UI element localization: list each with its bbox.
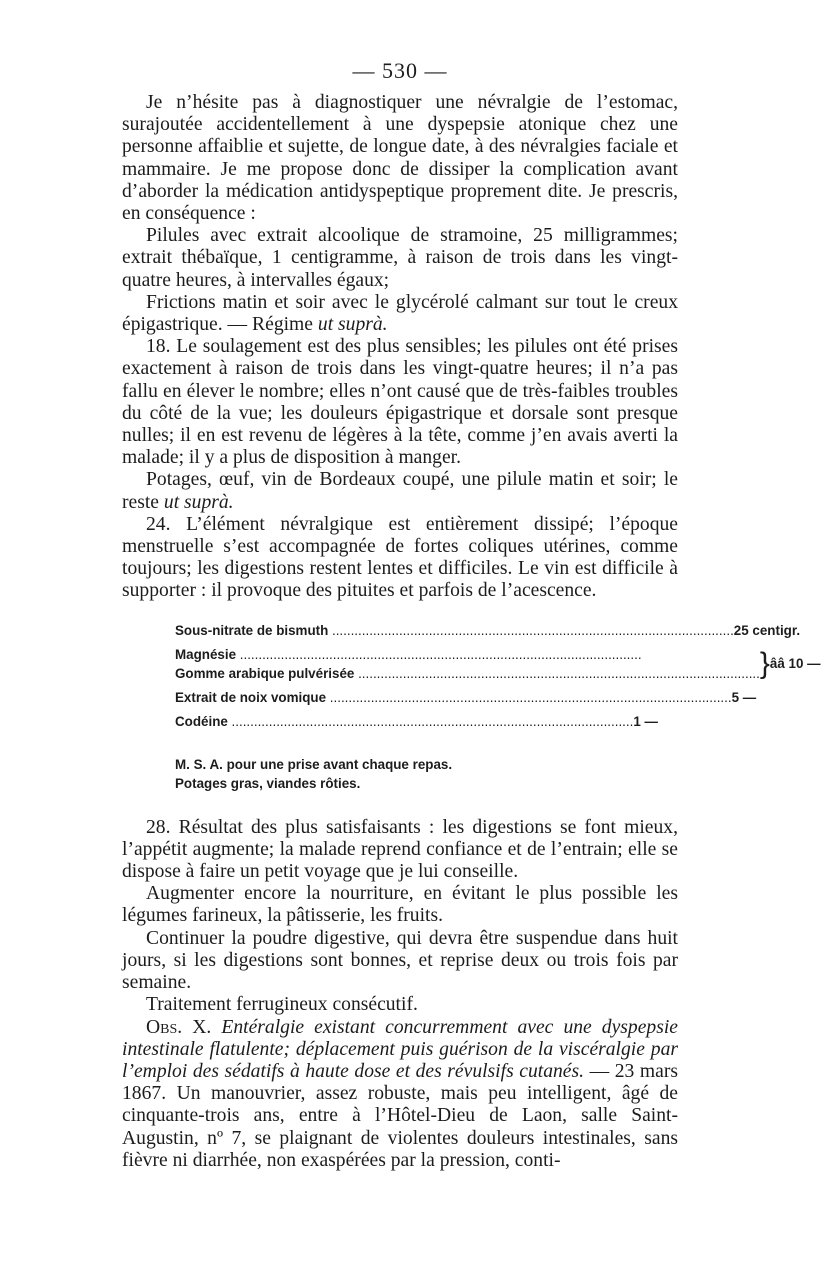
potages-text: Potages, œuf, vin de Bordeaux coupé, une pilule matin et soir; le reste [122,469,678,513]
prescription-line [175,688,757,707]
ingredient-name: Codéine ..... [175,712,633,731]
body-text-bottom [122,817,678,1172]
paragraph-pills: Pilules avec extrait alcoolique de stramoine, 25 milligrammes; extrait thébaïque, 1 centigramme, à raison de trois dans les vingt-quatre heures, à intervalles égaux; [122,225,678,291]
ingredient-quantity: 5 — [731,689,757,705]
paragraph-observation [122,1017,678,1172]
ut-supra-italic: ut suprà. [317,314,388,336]
ingredient-name: Gomme arabique pulvérisée ..... [175,664,760,683]
ingredient-quantity: 1 — [633,713,658,729]
prescription-line [175,621,801,640]
paragraph-day-28: 28. Résultat des plus satisfaisants : les digestions se font mieux, l’appétit augmente; la malade reprend confiance et de l’entrain; elle se dispose à faire un petit voyage que je lui conseille. [122,816,678,883]
paragraph-iron-treatment: Traitement ferrugineux consécutif. [146,994,418,1016]
observation-label: Obs. X. [146,1016,212,1038]
ingredient-quantity: ââ 10 — [769,656,821,672]
paragraph-nourishment: Augmenter encore la nourriture, en évitant le plus possible les légumes farineux, la pâtisserie, les fruits. [122,883,678,927]
page [122,58,821,1172]
prescription-note: Potages gras, viandes rôties. [175,775,361,791]
observation-text: — 23 mars 1867. Un manouvrier, assez robuste, mais peu intelligent, âgé de cinquante-trois ans, entre à l’Hôtel-Dieu de Laon, salle Saint-Augustin, nº 7, se plaignant de violentes douleurs intestinales, sans fièvre ni diarrhée, non exaspérées par la pression, conti- [122,1060,678,1171]
paragraph-day-18: 18. Le soulagement est des plus sensibles; les pilules ont été prises exactement à raison de trois dans les vingt-quatre heures; il n’a pas fallu en élever le nombre; elles n’ont causé que de très-faibles troubles du côté de la vue; les douleurs épigastrique et dorsale sont presque nulles; il en est revenu de légères à la tête, comme j’en avais averti la malade; il y a plus de disposition à manger. [122,336,678,469]
page-number: — 530 — [352,58,448,83]
frictions-text: Frictions matin et soir avec le glycérolé calmant sur tout le creux épigastrique. — Régime [122,291,678,336]
prescription [175,621,821,731]
paragraph-diagnosis: Je n’hésite pas à diagnostiquer une névralgie de l’estomac, surajoutée accidentellement à une dyspepsie atonique chez une personne affaiblie et sujette, de longue date, à des névralgies faciale et mammaire. Je me propose donc de dissiper la complication avant d’aborder la médication antidyspeptique proprement dite. Je prescris, en conséquence : [122,92,678,225]
paragraph-frictions [122,292,678,336]
prescription-note: M. S. A. pour une prise avant chaque repas. [175,756,453,772]
brace-icon: } [759,646,770,680]
ingredient-quantity: 25 centigr. [733,622,801,638]
paragraph-day-24: 24. L’élément névralgique est entièrement dissipé; l’époque menstruelle s’est accompagnée de fortes coliques utérines, comme toujours; les digestions restent lentes et difficiles. Le vin est difficile à supporter : il provoque des pituites et parfois de l’acescence. [122,513,678,602]
ingredient-name: Magnésie ..... [175,645,760,664]
ingredient-name: Sous-nitrate de bismuth ..... [175,621,734,640]
prescription-notes [175,755,678,793]
prescription-line [175,712,658,731]
body-text-top [122,92,678,603]
paragraph-potages [122,469,678,513]
ingredient-name: Extrait de noix vomique ..... [175,688,732,707]
ut-supra-italic-2: ut suprà. [163,491,234,513]
paragraph-powder: Continuer la poudre digestive, qui devra être suspendue dans huit jours, si les digestions sont bonnes, et reprise deux ou trois fois par semaine. [122,927,678,994]
observation-title: Entéralgie existant concurremment avec une dyspepsie intestinale flatulente; déplacement puis guérison de la viscéralgie par l’emploi des sédatifs à haute dose et des révulsifs cutanés. [122,1016,678,1082]
prescription-brace-group [175,645,821,683]
